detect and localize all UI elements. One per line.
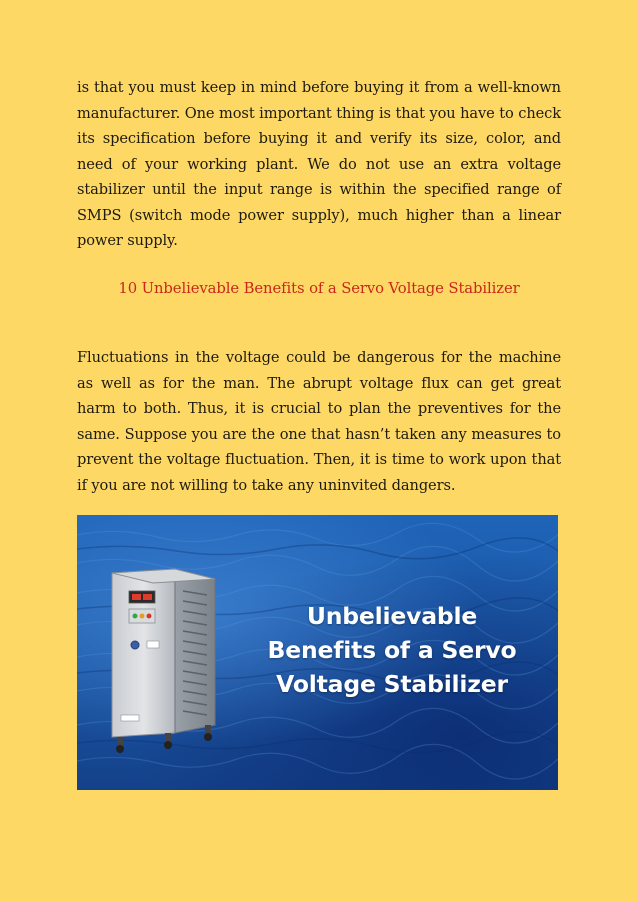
banner-title bbox=[247, 599, 537, 701]
banner-title-line: Benefits of a Servo bbox=[267, 636, 517, 664]
section-heading: 10 Unbelievable Benefits of a Servo Voltage Stabilizer bbox=[118, 280, 520, 297]
banner-title-line: Voltage Stabilizer bbox=[276, 670, 508, 698]
banner-image bbox=[77, 515, 558, 790]
servo-stabilizer-illustration bbox=[107, 565, 227, 755]
body-paragraph-intro: is that you must keep in mind before buying it from a well-known manufacturer. One most important thing is that you have to check its specification before buying it and verify its size, color, and need of your working plant. We do not use an extra voltage stabilizer until the input range is within the specified range of SMPS (switch mode power supply), much higher than a linear power supply. bbox=[77, 79, 561, 249]
banner-title-line: Unbelievable bbox=[306, 602, 478, 630]
body-paragraph-fluctuations: Fluctuations in the voltage could be dangerous for the machine as well as for the man. The abrupt voltage flux can get great harm to both. Thus, it is crucial to plan the preventives for the same. Suppose you are the one that hasn’t taken any measures to prevent the voltage fluctuation. Then, it is time to work upon that if you are not willing to take any uninvited dangers. bbox=[77, 349, 561, 494]
